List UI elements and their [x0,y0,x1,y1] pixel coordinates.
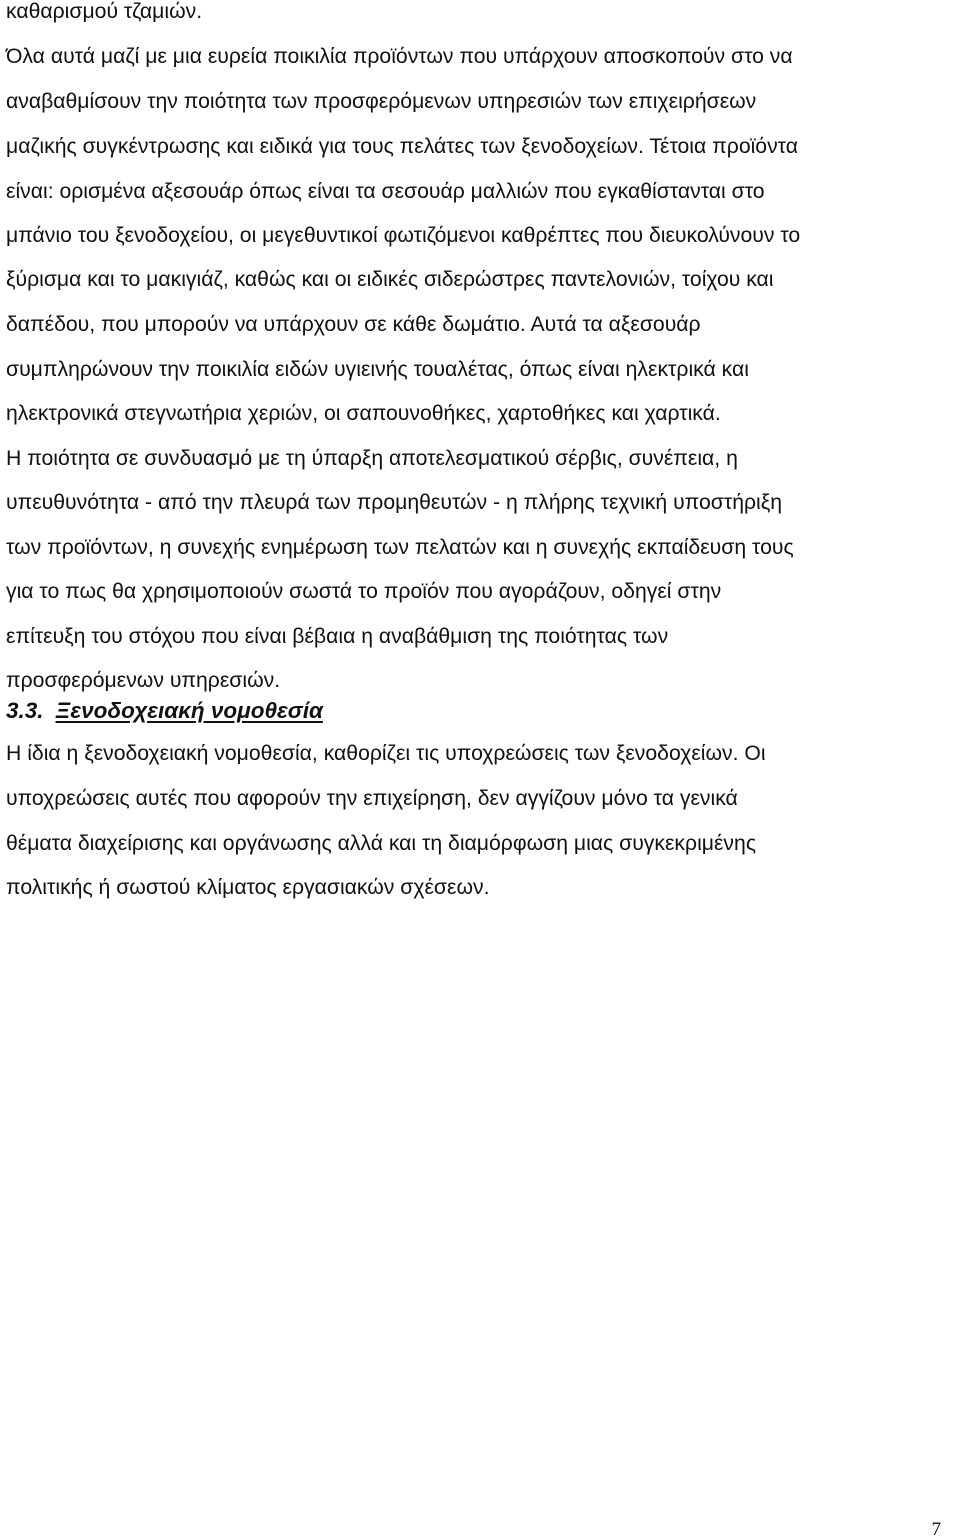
section-heading [6,698,323,724]
page-number: 7 [931,1519,941,1540]
text-line: αναβαθμίσουν την ποιότητα των προσφερόμενων υπηρεσιών των επιχειρήσεων [6,90,757,113]
text-line: Όλα αυτά μαζί με μια ευρεία ποικιλία προϊόντων που υπάρχουν αποσκοπούν στο να [6,45,793,68]
text-line: πολιτικής ή σωστού κλίματος εργασιακών σχέσεων. [6,876,490,899]
text-line: προσφερόμενων υπηρεσιών. [6,669,281,692]
text-line: δαπέδου, που μπορούν να υπάρχουν σε κάθε δωμάτιο. Αυτά τα αξεσουάρ [6,313,701,336]
text-line: για το πως θα χρησιμοποιούν σωστά το προϊόν που αγοράζουν, οδηγεί στην [6,580,722,603]
text-line: ηλεκτρονικά στεγνωτήρια χεριών, οι σαπουνοθήκες, χαρτοθήκες και χαρτικά. [6,402,721,425]
text-line: Η ποιότητα σε συνδυασμό με τη ύπαρξη αποτελεσματικού σέρβις, συνέπεια, η [6,447,738,470]
section-title: Ξενοδοχειακή νομοθεσία [55,698,323,723]
text-line: επίτευξη του στόχου που είναι βέβαια η αναβάθμιση της ποιότητας των [6,625,669,648]
text-line: υπευθυνότητα - από την πλευρά των προμηθευτών - η πλήρης τεχνική υποστήριξη [6,491,783,514]
section-number: 3.3. [6,698,44,723]
text-line: υποχρεώσεις αυτές που αφορούν την επιχείρηση, δεν αγγίζουν μόνο τα γενικά [6,787,738,810]
text-line: μπάνιο του ξενοδοχείου, οι μεγεθυντικοί φωτιζόμενοι καθρέπτες που διευκολύνουν το [6,224,801,247]
text-line: συμπληρώνουν την ποικιλία ειδών υγιεινής τουαλέτας, όπως είναι ηλεκτρικά και [6,358,749,381]
text-line: μαζικής συγκέντρωσης και ειδικά για τους πελάτες των ξενοδοχείων. Τέτοια προϊόντα [6,135,799,158]
text-line: Η ίδια η ξενοδοχειακή νομοθεσία, καθορίζει τις υποχρεώσεις των ξενοδοχείων. Οι [6,742,766,765]
text-line: καθαρισμού τζαμιών. [6,0,203,23]
text-line: των προϊόντων, η συνεχής ενημέρωση των πελατών και η συνεχής εκπαίδευση τους [6,536,794,559]
text-line: θέματα διαχείρισης και οργάνωσης αλλά και τη διαμόρφωση μιας συγκεκριμένης [6,832,757,855]
text-line: είναι: ορισμένα αξεσουάρ όπως είναι τα σεσουάρ μαλλιών που εγκαθίστανται στο [6,180,765,203]
text-line: ξύρισμα και το μακιγιάζ, καθώς και οι ειδικές σιδερώστρες παντελονιών, τοίχου και [6,268,774,291]
